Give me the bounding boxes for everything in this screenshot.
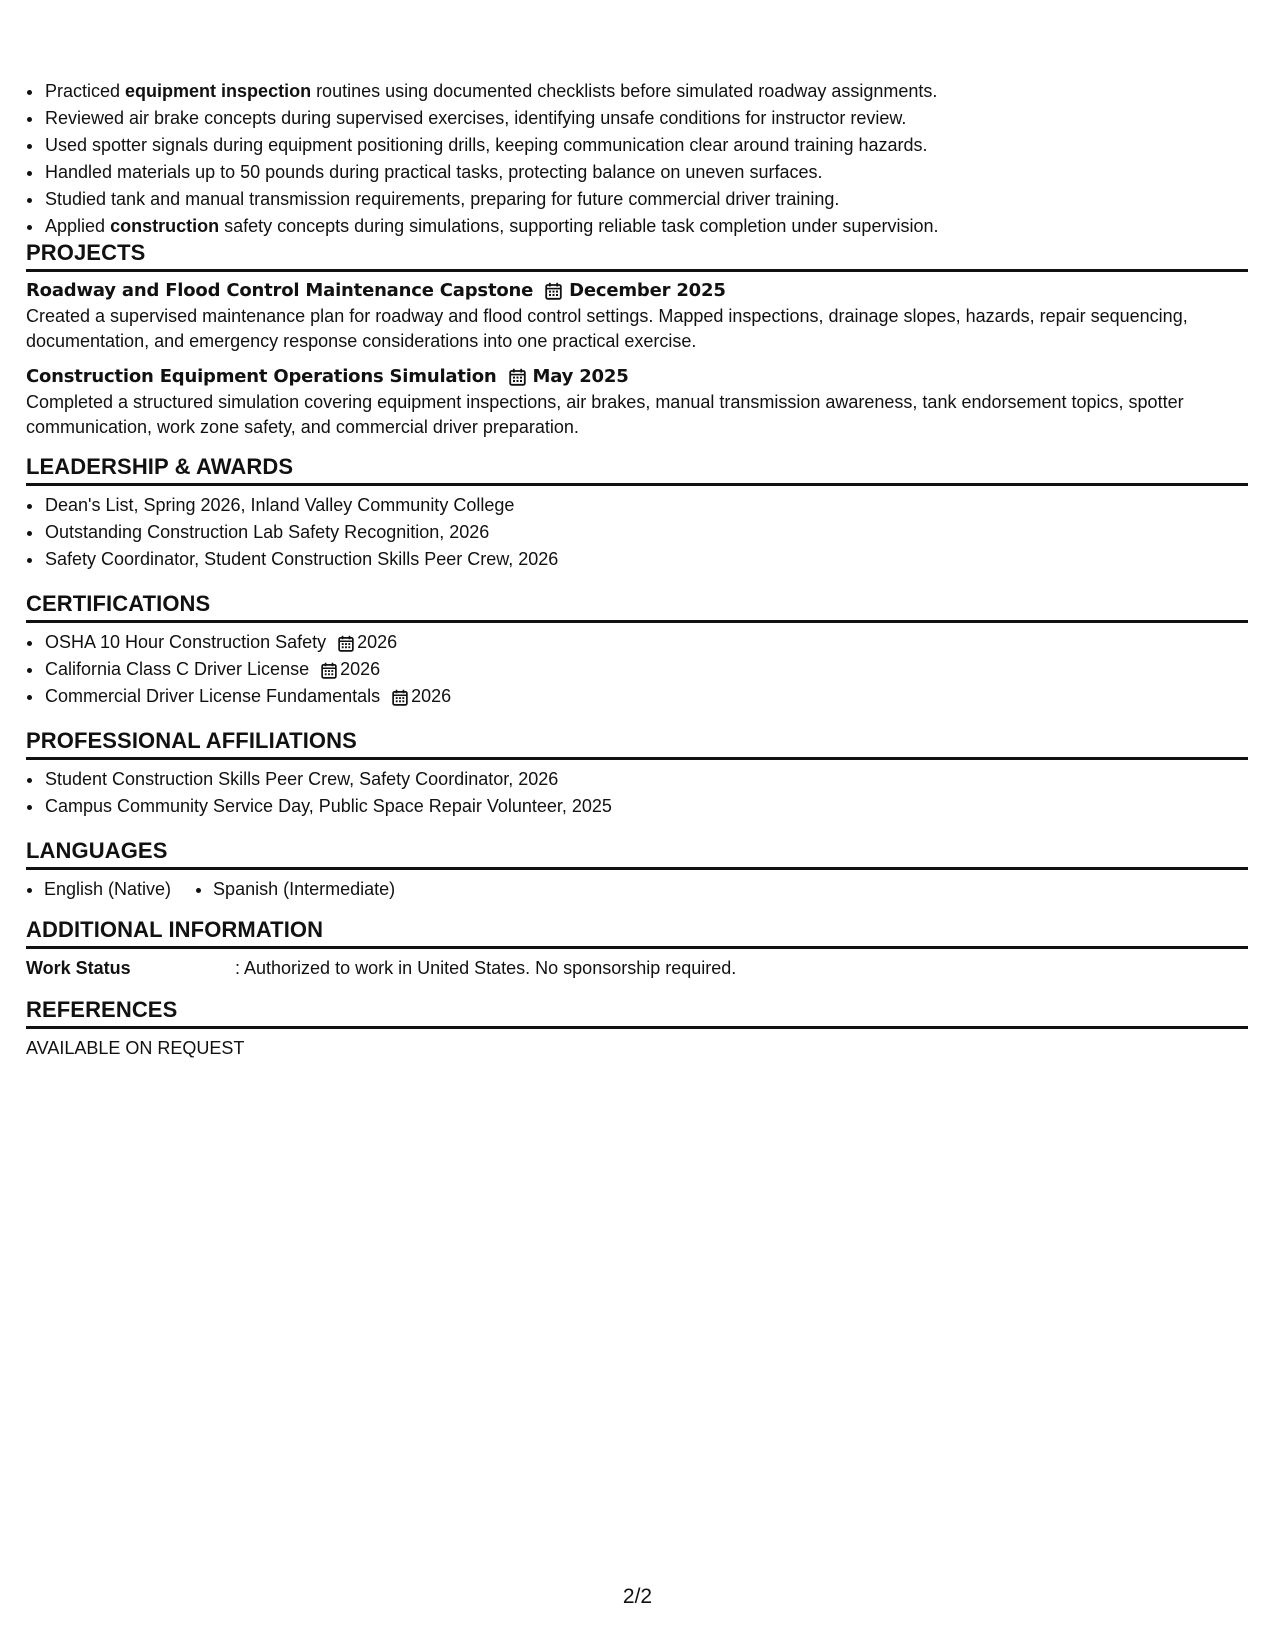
calendar-icon bbox=[338, 635, 354, 652]
section-title: PROJECTS bbox=[26, 240, 1248, 272]
resume-page bbox=[26, 78, 1248, 1061]
references-section bbox=[26, 997, 1248, 1061]
certification-year: 2026 bbox=[357, 632, 398, 652]
project-date: December 2025 bbox=[569, 280, 726, 301]
project-description: Completed a structured simulation covering equipment inspections, air brakes, manual transmission awareness, tank endorsement topics, spotter communication, work zone safety, and commercial driver preparation. bbox=[26, 392, 1184, 437]
certification-name: California Class C Driver License bbox=[45, 659, 310, 679]
section-title: LEADERSHIP & AWARDS bbox=[26, 454, 1248, 486]
projects-section bbox=[26, 240, 1248, 440]
section-title: PROFESSIONAL AFFILIATIONS bbox=[26, 728, 1248, 760]
list-item bbox=[44, 683, 1248, 710]
list-item: • Spanish (Intermediate) bbox=[213, 876, 395, 903]
certification-name: OSHA 10 Hour Construction Safety bbox=[45, 632, 327, 652]
affiliations-section bbox=[26, 728, 1248, 820]
list-item: • Dean's List, Spring 2026, Inland Valley Community College bbox=[44, 492, 1248, 519]
page-number: 2/2 bbox=[622, 1585, 653, 1608]
languages-list bbox=[26, 876, 195, 903]
additional-info-section bbox=[26, 917, 1248, 981]
affiliations-list bbox=[26, 766, 1248, 820]
project-name: Construction Equipment Operations Simulation bbox=[26, 366, 497, 387]
languages-list bbox=[195, 876, 419, 903]
calendar-icon bbox=[545, 282, 562, 300]
list-item: • Handled materials up to 50 pounds during practical tasks, protecting balance on uneven surfaces. bbox=[44, 159, 1248, 186]
section-title: CERTIFICATIONS bbox=[26, 591, 1248, 623]
project-entry bbox=[26, 364, 1248, 440]
list-item: • Outstanding Construction Lab Safety Recognition, 2026 bbox=[44, 519, 1248, 546]
list-item: • Campus Community Service Day, Public Space Repair Volunteer, 2025 bbox=[44, 793, 1248, 820]
list-item: • Used spotter signals during equipment positioning drills, keeping communication clear around training hazards. bbox=[44, 132, 1248, 159]
list-item bbox=[44, 629, 1248, 656]
project-date: May 2025 bbox=[532, 366, 629, 387]
list-item: • Reviewed air brake concepts during supervised exercises, identifying unsafe conditions for instructor review. bbox=[44, 105, 1248, 132]
leadership-section bbox=[26, 454, 1248, 573]
section-title: REFERENCES bbox=[26, 997, 1248, 1029]
languages-section bbox=[26, 838, 1248, 903]
calendar-icon bbox=[321, 662, 337, 679]
list-item: • Practiced equipment inspection routines using documented checklists before simulated roadway assignments. bbox=[44, 78, 1248, 105]
project-entry bbox=[26, 278, 1248, 354]
work-status-row bbox=[26, 955, 1248, 981]
section-title: LANGUAGES bbox=[26, 838, 1248, 870]
project-header bbox=[26, 278, 1248, 304]
list-item: • English (Native) bbox=[44, 876, 171, 903]
calendar-icon bbox=[509, 368, 526, 386]
work-status-value: : Authorized to work in United States. No sponsorship required. bbox=[235, 958, 737, 978]
section-title: ADDITIONAL INFORMATION bbox=[26, 917, 1248, 949]
list-item: • Safety Coordinator, Student Construction Skills Peer Crew, 2026 bbox=[44, 546, 1248, 573]
project-header bbox=[26, 364, 1248, 390]
leadership-list bbox=[26, 492, 1248, 573]
project-description: Created a supervised maintenance plan for roadway and flood control settings. Mapped inspections, drainage slopes, hazards, repair sequencing, documentation, and emergency response considerations into one practical exercise. bbox=[26, 306, 1188, 351]
certification-name: Commercial Driver License Fundamentals bbox=[45, 686, 381, 706]
experience-bullets bbox=[26, 78, 1248, 240]
certification-year: 2026 bbox=[411, 686, 452, 706]
certification-year: 2026 bbox=[340, 659, 381, 679]
list-item bbox=[44, 656, 1248, 683]
list-item: • Student Construction Skills Peer Crew, Safety Coordinator, 2026 bbox=[44, 766, 1248, 793]
project-name: Roadway and Flood Control Maintenance Capstone bbox=[26, 280, 534, 301]
list-item: • Studied tank and manual transmission requirements, preparing for future commercial driver training. bbox=[44, 186, 1248, 213]
certifications-section bbox=[26, 591, 1248, 710]
references-text: AVAILABLE ON REQUEST bbox=[26, 1038, 245, 1058]
calendar-icon bbox=[392, 689, 408, 706]
certifications-list bbox=[26, 629, 1248, 710]
list-item: • Applied construction safety concepts during simulations, supporting reliable task completion under supervision. bbox=[44, 213, 1248, 240]
work-status-label: Work Status bbox=[26, 958, 131, 978]
